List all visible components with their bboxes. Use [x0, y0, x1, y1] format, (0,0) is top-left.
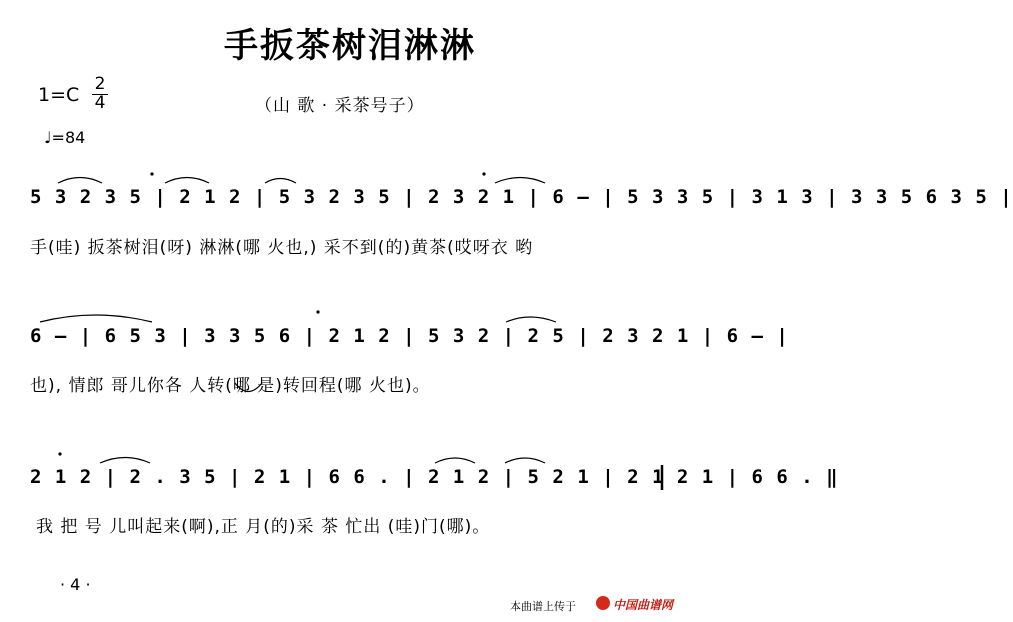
slur [58, 178, 102, 184]
lyric-tie [235, 383, 262, 392]
slur [40, 315, 152, 322]
page-number: · 4 · [60, 575, 91, 594]
slur [495, 178, 545, 184]
key-signature: 1=C [38, 84, 80, 106]
notation-line-3: 2 1 2 | 2 . 3 5 | 2 1 | 6 6 . | 2 1 2 | 5 2 1 | 2 1 2 1 | 6 6 . ‖ [30, 466, 839, 488]
octave-dot [316, 310, 319, 313]
time-signature-denominator: 4 [94, 93, 106, 113]
lyrics-line-3: 我 把 号 儿叫起来(啊),正 月(的)采 茶 忙出 (哇)门(哪)。 [36, 517, 491, 537]
score-subtitle: （山 歌 · 采茶号子） [255, 96, 425, 116]
slur [265, 179, 296, 184]
upload-note: 本曲谱上传于 [510, 600, 576, 613]
lyrics-line-1: 手(哇) 扳茶树泪(呀) 淋淋(哪 火也,) 采不到(的)黄茶(哎呀衣 哟 [30, 238, 534, 258]
octave-dot [58, 452, 61, 455]
lyrics-line-2: 也), 情郎 哥儿你各 人转(哪 是)转回程(哪 火也)。 [30, 376, 431, 396]
score-title: 手扳茶树泪淋淋 [224, 26, 476, 66]
logo-icon [596, 596, 610, 610]
time-signature-numerator: 2 [92, 76, 108, 95]
site-logo[interactable]: 中国曲谱网 [613, 598, 674, 612]
tempo-marking: ♩=84 [44, 128, 86, 147]
octave-dot [482, 172, 485, 175]
notation-line-2: 6 – | 6 5 3 | 3 3 5 6 | 2 1 2 | 5 3 2 | 2 5 | 2 3 2 1 | 6 – | [30, 325, 789, 347]
slur [506, 317, 556, 322]
slur [100, 458, 150, 464]
slur [435, 458, 475, 463]
slur [165, 178, 209, 184]
octave-dot [150, 172, 153, 175]
slur [505, 458, 545, 463]
notation-line-1: 5 3 2 3 5 | 2 1 2 | 5 3 2 3 5 | 2 3 2 1 | 6 – | 5 3 3 5 | 3 1 3 | 3 3 5 6 3 5 | [30, 186, 1013, 208]
